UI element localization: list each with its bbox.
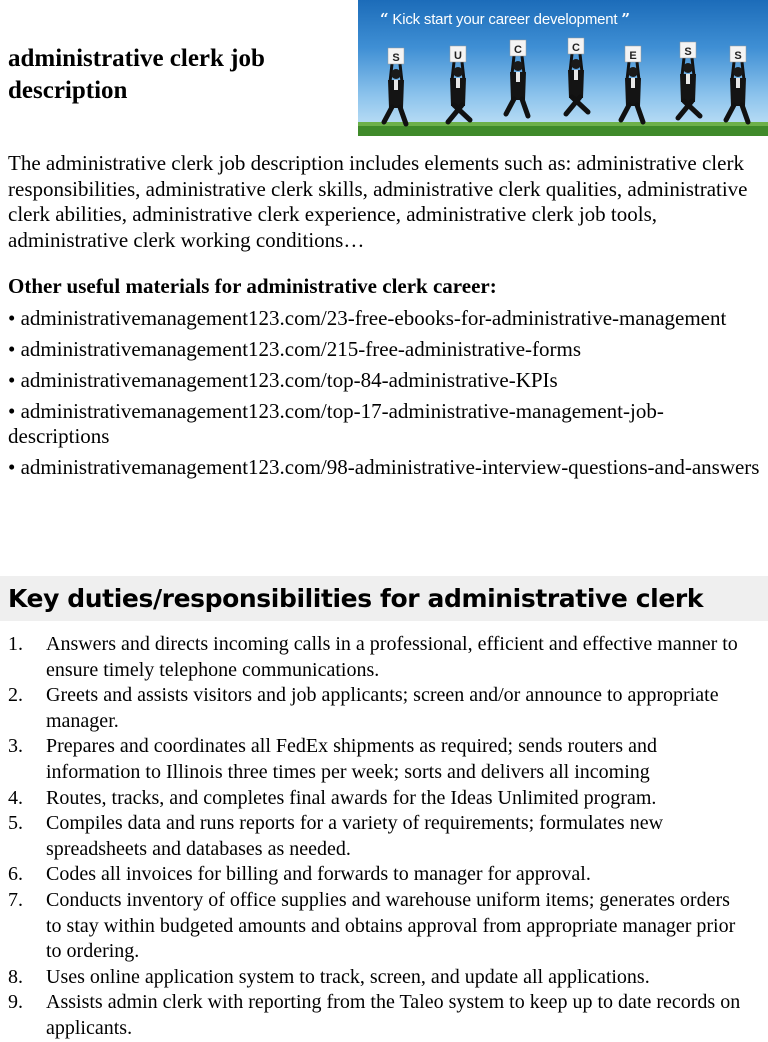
intro-paragraph: The administrative clerk job description includes elements such as: administrative clerk responsibilities, administrative clerk skills, administrative clerk qualities, administrative clerk abilities, administrative clerk experience, administrative clerk job tools, administrative clerk working conditions… [8, 151, 748, 252]
head [683, 63, 693, 73]
shirt [456, 78, 460, 88]
shirt [736, 78, 740, 88]
shirt [516, 72, 520, 82]
duty-item [8, 862, 748, 888]
close-quote-icon: ” [621, 10, 630, 28]
duty-number: 3. [8, 735, 23, 758]
duty-number: 6. [8, 863, 23, 886]
career-banner-image [358, 0, 768, 136]
duty-item [8, 632, 748, 683]
duty-item [8, 683, 748, 734]
leg [384, 107, 392, 122]
open-quote-icon: “ [380, 10, 389, 28]
letter-sign-text: U [454, 50, 462, 62]
letter-sign-text: C [572, 42, 580, 54]
head [391, 69, 401, 79]
duty-number: 4. [8, 786, 23, 809]
duty-text: Codes all invoices for billing and forwards to manager for approval. [46, 863, 591, 886]
grass-highlight [358, 122, 768, 126]
duty-text: Conducts inventory of office supplies and warehouse uniform items; generates orders to stay within budgeted amounts and obtains approval from appropriate manager prior to ordering. [46, 888, 736, 963]
leg [637, 105, 643, 122]
material-link[interactable]: • administrativemanagement123.com/215-free-administrative-forms [8, 337, 581, 361]
jumping-person [506, 40, 528, 116]
head [513, 61, 523, 71]
letter-sign-text: C [514, 44, 522, 56]
head [571, 59, 581, 69]
duty-item [8, 990, 748, 1041]
shirt [631, 78, 635, 88]
material-link[interactable]: • administrativemanagement123.com/top-17-administrative-management-job-descriptions [8, 399, 664, 448]
jumping-person [678, 42, 700, 118]
letter-sign-text: S [734, 50, 742, 62]
materials-link-list [8, 306, 760, 486]
banner-caption-text: Kick start your career development [392, 11, 618, 28]
leg [506, 99, 514, 114]
head [453, 67, 463, 77]
leg [522, 99, 528, 116]
jumping-person [384, 48, 406, 124]
duty-item [8, 786, 748, 812]
duty-number: 2. [8, 684, 23, 707]
jumping-person [726, 46, 748, 122]
letter-sign-text: S [684, 46, 692, 58]
material-link[interactable]: • administrativemanagement123.com/98-administrative-interview-questions-and-answers [8, 455, 760, 479]
duty-item [8, 734, 748, 785]
material-link[interactable]: • administrativemanagement123.com/top-84-administrative-KPIs [8, 368, 558, 392]
duty-item [8, 965, 748, 991]
head [733, 67, 743, 77]
duty-number: 7. [8, 888, 23, 911]
letter-sign-text: E [629, 50, 637, 62]
page-title: administrative clerk job description [8, 44, 265, 104]
jumping-person [566, 38, 588, 114]
duty-text: Routes, tracks, and completes final awards for the Ideas Unlimited program. [46, 786, 657, 809]
duty-text: Assists admin clerk with reporting from the Taleo system to keep up to date records on applicants. [46, 991, 741, 1039]
shirt [686, 74, 690, 84]
duties-heading: Key duties/responsibilities for administrative clerk [8, 584, 704, 613]
duty-text: Greets and assists visitors and job applicants; screen and/or announce to appropriate manager. [46, 684, 719, 732]
shirt [394, 80, 398, 90]
leg [400, 107, 406, 124]
duties-list [8, 632, 748, 1042]
duty-number: 1. [8, 633, 23, 655]
materials-heading: Other useful materials for administrative clerk career: [8, 274, 497, 298]
leg [621, 105, 629, 120]
head [628, 67, 638, 77]
letter-sign-text: S [392, 52, 400, 64]
banner-caption [380, 10, 760, 28]
shirt [574, 70, 578, 80]
material-link[interactable]: • administrativemanagement123.com/23-free-ebooks-for-administrative-management [8, 306, 727, 330]
duty-text: Prepares and coordinates all FedEx shipments as required; sends routers and information to Illinois three times per week; sorts and delivers all incoming [46, 735, 657, 783]
duty-item [8, 888, 748, 965]
duty-text: Compiles data and runs reports for a variety of requirements; formulates new spreadsheets and databases as needed. [46, 812, 664, 860]
jumping-person [621, 46, 643, 122]
duty-item [8, 811, 748, 862]
duty-number: 5. [8, 812, 23, 835]
duty-text: Uses online application system to track, screen, and update all applications. [46, 965, 650, 988]
duty-text: Answers and directs incoming calls in a professional, efficient and effective manner to ensure timely telephone communications. [46, 633, 738, 681]
duty-number: 9. [8, 991, 23, 1014]
leg [726, 105, 734, 120]
leg [742, 105, 748, 122]
duty-number: 8. [8, 965, 23, 988]
jumping-person [448, 46, 470, 122]
